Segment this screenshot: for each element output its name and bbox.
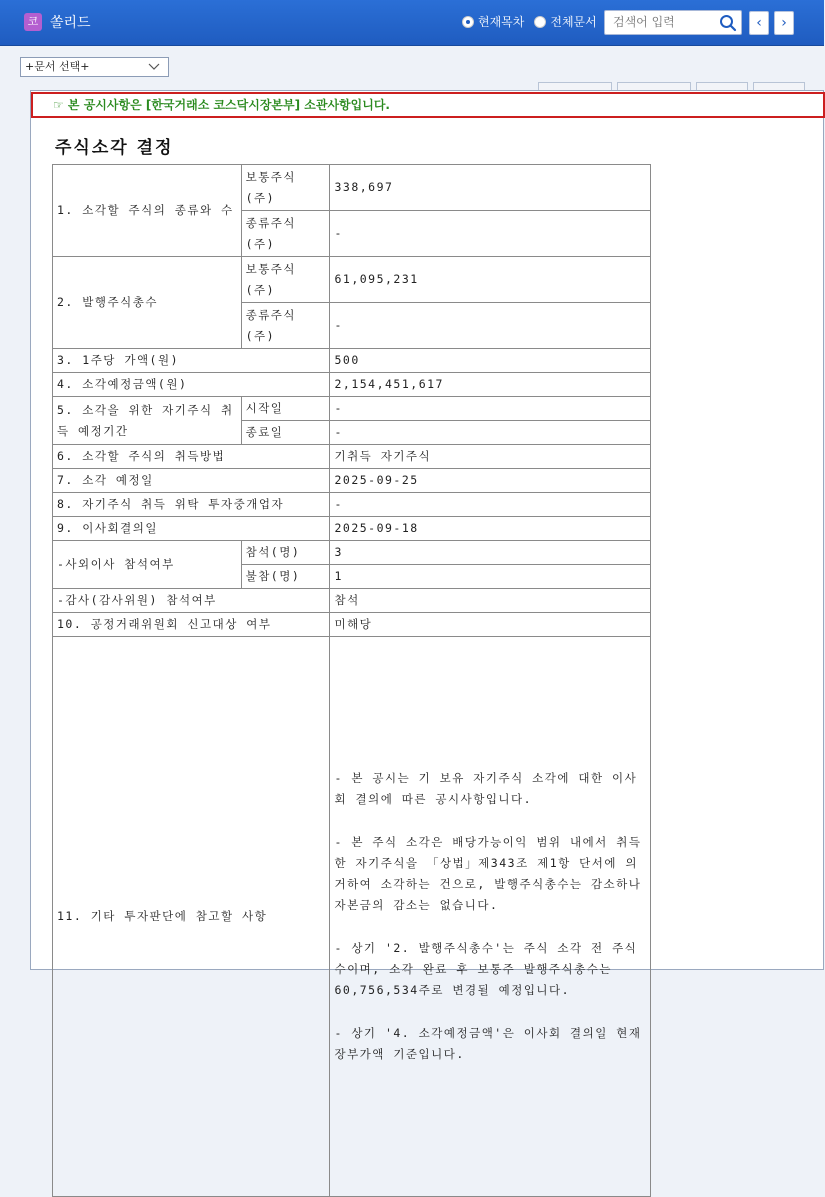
cell-value: 1 [330, 565, 651, 589]
remark-paragraph: - 상기 '4. 소각예정금액'은 이사회 결의일 현재 장부가액 기준입니다. [334, 1026, 642, 1061]
row-label: 10. 공정거래위원회 신고대상 여부 [53, 613, 330, 637]
table-row [53, 613, 651, 637]
row-label: 3. 1주당 가액(원) [53, 349, 330, 373]
cell-value: 3 [330, 541, 651, 565]
sub-label: 보통주식 (주) [241, 165, 330, 211]
cell-value: - [330, 303, 651, 349]
sub-label: 보통주식 (주) [241, 257, 330, 303]
sub-label: 종류주식 (주) [241, 303, 330, 349]
radio-current-toc[interactable] [462, 13, 524, 30]
search-input[interactable] [613, 11, 723, 33]
row-label: 7. 소각 예정일 [53, 469, 330, 493]
search-box [604, 10, 742, 35]
company-name: 쏠리드 [50, 15, 91, 31]
row-label: -감사(감사위원) 참석여부 [53, 589, 330, 613]
sub-label: 종류주식 (주) [241, 211, 330, 257]
chevron-down-icon [148, 61, 160, 73]
table-row [53, 517, 651, 541]
cell-value: 2025-09-18 [330, 517, 651, 541]
row-label: -사외이사 참석여부 [53, 541, 242, 589]
cell-value: - [330, 421, 651, 445]
row-label: 6. 소각할 주식의 취득방법 [53, 445, 330, 469]
document-select-label: +문서 선택+ [25, 60, 90, 73]
table-row [53, 469, 651, 493]
remark-paragraph: - 본 공시는 기 보유 자기주식 소각에 대한 이사회 결의에 따른 공시사항입니다. [334, 771, 638, 806]
table-row [53, 397, 651, 421]
cell-value: - [330, 493, 651, 517]
cell-value: 미해당 [330, 613, 651, 637]
row-label: 8. 자기주식 취득 위탁 투자중개업자 [53, 493, 330, 517]
cell-value: 참석 [330, 589, 651, 613]
remarks-cell [330, 637, 651, 1197]
radio-all-label: 전체문서 [550, 15, 597, 29]
jurisdiction-notice: ☞ 본 공시사항은 [한국거래소 코스닥시장본부] 소관사항입니다. [31, 92, 825, 118]
next-doc-button[interactable]: › [774, 11, 794, 35]
kosdaq-logo-icon: 코 [24, 13, 42, 31]
sub-label: 시작일 [241, 397, 330, 421]
cell-value: 338,697 [330, 165, 651, 211]
row-label: 2. 발행주식총수 [53, 257, 242, 349]
radio-all-docs[interactable] [534, 13, 596, 30]
prev-doc-button[interactable]: ‹ [749, 11, 769, 35]
sub-label: 참석(명) [241, 541, 330, 565]
row-label: 5. 소각을 위한 자기주식 취득 예정기간 [53, 397, 242, 445]
radio-current-label: 현재목차 [478, 15, 525, 29]
disclosure-table [52, 164, 651, 1197]
document-select[interactable] [20, 57, 169, 77]
search-icon[interactable] [719, 14, 737, 32]
cell-value: 기취득 자기주식 [330, 445, 651, 469]
table-row [53, 637, 651, 1197]
toc-scope-radio-group [462, 13, 607, 30]
cell-value: 61,095,231 [330, 257, 651, 303]
radio-selected-icon[interactable] [462, 16, 474, 28]
top-header-bar [0, 0, 824, 46]
radio-unselected-icon[interactable] [534, 16, 546, 28]
row-label: 9. 이사회결의일 [53, 517, 330, 541]
table-row [53, 541, 651, 565]
table-row [53, 493, 651, 517]
row-label: 1. 소각할 주식의 종류와 수 [53, 165, 242, 257]
table-row [53, 257, 651, 303]
document-viewer [30, 90, 824, 1061]
table-row [53, 349, 651, 373]
table-row [53, 373, 651, 397]
cell-value: - [330, 211, 651, 257]
sub-label: 종료일 [241, 421, 330, 445]
cell-value: - [330, 397, 651, 421]
cell-value: 2025-09-25 [330, 469, 651, 493]
table-row [53, 165, 651, 211]
table-row [53, 589, 651, 613]
sub-label: 불참(명) [241, 565, 330, 589]
cell-value: 2,154,451,617 [330, 373, 651, 397]
row-label: 4. 소각예정금액(원) [53, 373, 330, 397]
remark-paragraph: - 상기 '2. 발행주식총수'는 주식 소각 전 주식수이며, 소각 완료 후 보통주 발행주식총수는 60,756,534주로 변경될 예정입니다. [334, 941, 638, 997]
page-title: 주식소각 결정 [55, 138, 174, 158]
cell-value: 500 [330, 349, 651, 373]
remark-paragraph: - 본 주식 소각은 배당가능이익 범위 내에서 취득한 자기주식을 「상법」제343조 제1항 단서에 의거하여 소각하는 건으로, 발행주식총수는 감소하나 자본금의 감소는 없습니다. [334, 835, 642, 912]
row-label: 11. 기타 투자판단에 참고할 사항 [53, 637, 330, 1197]
table-row [53, 445, 651, 469]
